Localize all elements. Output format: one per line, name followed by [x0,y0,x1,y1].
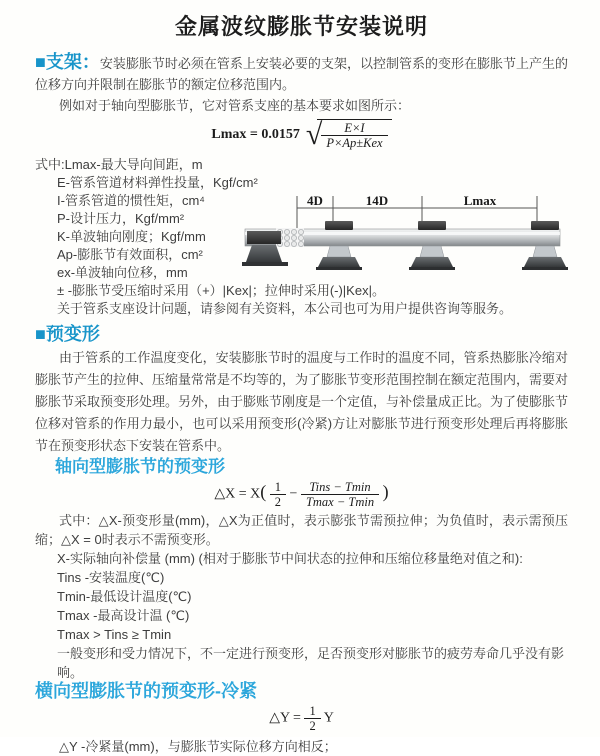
minus-operator: − [289,486,298,502]
lateral-formula-rhs: Y [323,710,334,726]
open-paren: ( [260,481,267,502]
definition-line: E-管系管道材料弹性投量，Kgf/cm² [57,175,258,190]
page-title: 金属波纹膨胀节安装说明 [174,14,428,39]
predeform-body: 由于管系的工作温度变化，安装膨胀节时的温度与工作时的温度不同，管系热膨胀冷缩对膨胀节产生的拉伸、压缩量常常是不均等的，为了膨胀节变形范围控制在额定范围内，需要对膨胀节采取预变形处理。另外，由于膨账节刚度是一个定值，与补偿量成正比。为了使膨胀节位移对管系的作用力最小，也可以采用预变形(冷紧)方让对膨胀节进行预变形处理后再将膨胀节在预变形状态下安装在管系中。 [35,350,569,453]
dimension-label-4d: 4D [307,193,323,208]
half-denominator: 2 [309,719,316,733]
lmax-formula-numerator: E×I [321,121,387,136]
sqrt-radical-icon: √ [305,117,323,151]
axial-definition-list [35,549,568,682]
lateral-coldtight-formula [35,704,568,733]
support-intro-text: 安装膨胀节时必须在管系上安装必要的支架，以控制管系的变形在膨胀节上产生的位移方向并限制在膨胀节的额定位移范围内。 [35,56,568,92]
axial-formula-explain: 式中：△X-预变形量(mm)，△X为正值时，表示膨张节需预拉伸；为负值时，表示需预压缩；△X = 0时表示不需预变形。 [35,513,568,547]
axial-predeform-formula [35,480,568,509]
axial-section-heading: 轴向型膨胀节的预变形 [55,457,225,476]
definition-line: P-设计压力，Kgf/mm² [57,211,185,226]
close-paren: ) [382,481,389,502]
axial-formula-lhs: △X = X [214,486,261,502]
dimension-label-lmax: Lmax [463,193,497,208]
lmax-formula-denominator: P×Ap±Kex [326,136,383,150]
temp-denominator: Tmax − Tmin [305,495,375,509]
definition-line: Tins -安装温度(℃) [57,570,165,585]
sqrt-content [317,119,391,150]
definition-line: Tmax > Tins ≥ Tmin [57,627,172,642]
dimension-label-14d: 14D [365,193,389,208]
predeform-section-heading: ■预变形 [35,324,100,344]
support-intro-paragraph [35,52,568,95]
lmax-formula [35,119,568,150]
definition-line: 关于管系支座设计问题，请参阅有关资料，本公司也可为用户提供咨询等服务。 [57,301,513,316]
definition-line: Ap-膨胀节有效面积，cm² [57,247,203,262]
support-section-heading: ■支架： [35,52,100,72]
definition-line: 一般变形和受力情况下，不一定进行预变形，足否预变形对膨胀节的疲劳寿命几乎没有影响。 [57,646,565,680]
definition-line: ± -膨胀节受压缩时采用（+）|Kex|；拉伸时采用(-)|Kex|。 [57,283,385,298]
definition-line: Tmax -最高设计温 (℃) [57,608,190,623]
definition-line: 式中:Lmax-最大导向间距，m [35,157,203,172]
definition-line: ex-单波轴向位移，mm [57,265,188,280]
temp-numerator: Tins − Tmin [301,480,379,495]
lateral-formula-lhs: △Y = [269,710,301,726]
support-example-line: 例如对于轴向型膨胀节，它对管系支座的基本要求如图所示： [59,98,411,113]
pipe-support-spacing-diagram [240,188,570,288]
half-denominator: 2 [274,495,282,509]
definition-line: X-实际轴向补偿量 (mm) (相对于膨胀节中间状态的拉伸和压缩位移量绝对值之和): [57,551,523,566]
definition-line: Tmin-最低设计温度(℃) [57,589,192,604]
lateral-note: △Y -冷紧量(mm)，与膨胀节实际位移方向相反； [59,739,337,754]
definition-line: K-单波轴向刚度；Kgf/mm [57,229,206,244]
definition-line: I-管系管道的惯性矩，cm⁴ [57,193,205,208]
half-numerator: 1 [304,704,320,719]
half-numerator: 1 [270,480,286,495]
lmax-formula-lhs: Lmax = 0.0157 [211,127,300,143]
lateral-section-heading: 横向型膨胀节的预变形-冷紧 [35,681,257,701]
